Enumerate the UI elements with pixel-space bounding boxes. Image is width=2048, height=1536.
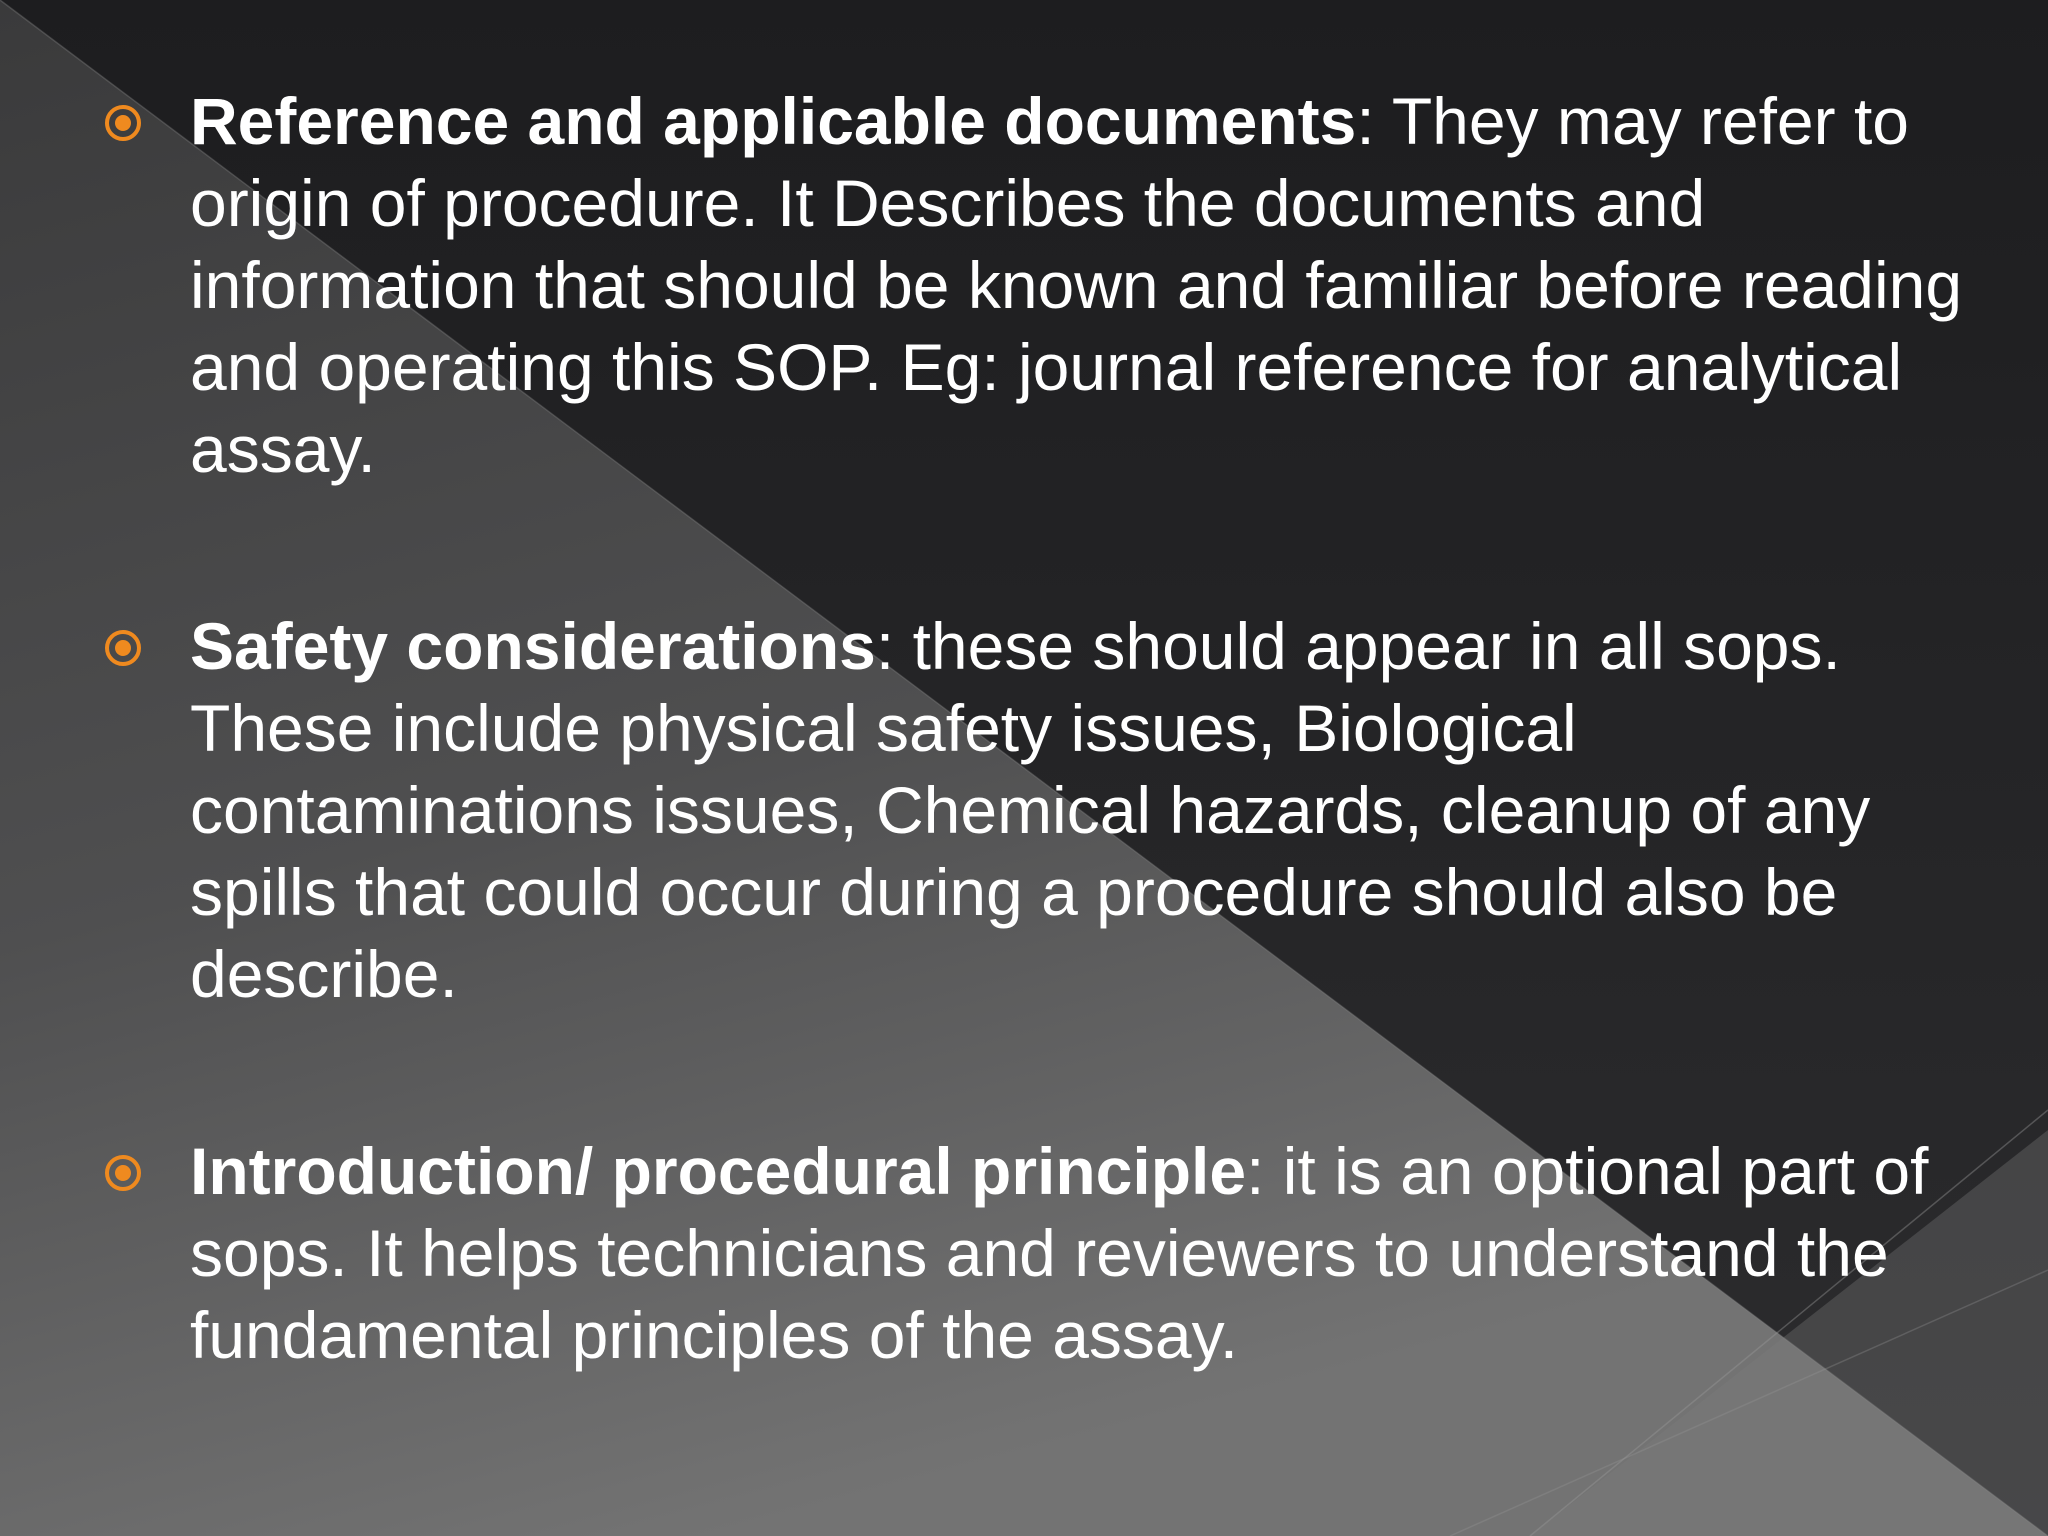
bullet-item-safety-considerations <box>100 605 1980 1015</box>
bullet-text <box>190 1130 2010 1376</box>
bullet-description: : these should appear in all sops. These include physical safety issues, Biological contaminations issues, Chemical hazards, cleanup of any spills that could occur during a procedure should also be describe. <box>190 609 1871 1011</box>
bullet-target-icon <box>104 104 142 142</box>
bullet-term: Reference and applicable documents <box>190 84 1357 158</box>
bullet-text <box>190 605 2010 1015</box>
bullet-description: : it is an optional part of sops. It helps technicians and reviewers to understand the fundamental principles of the assay. <box>190 1134 1929 1372</box>
bullet-text <box>190 80 2010 490</box>
bullet-term: Safety considerations <box>190 609 876 683</box>
bullet-item-reference-documents <box>100 80 1980 490</box>
bullet-target-icon <box>104 1154 142 1192</box>
bullet-description: : They may refer to origin of procedure. It Describes the documents and information that should be known and familiar before reading and operating this SOP. Eg: journal reference for analytical assay. <box>190 84 1963 486</box>
bullet-term: Introduction/ procedural principle <box>190 1134 1247 1208</box>
bullet-item-introduction-principle <box>100 1130 1980 1376</box>
bullet-target-icon <box>104 629 142 667</box>
